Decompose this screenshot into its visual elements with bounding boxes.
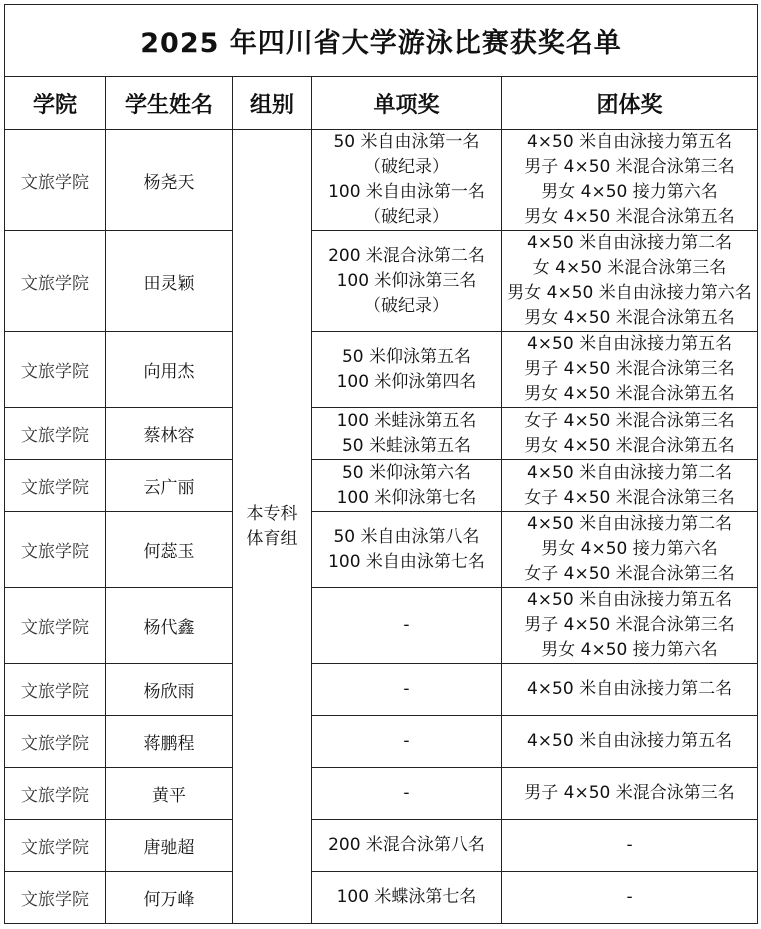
single-award-cell xyxy=(312,588,502,664)
table-row xyxy=(5,768,758,820)
college-cell: 文旅学院 xyxy=(5,716,106,768)
team-award-cell xyxy=(502,820,758,872)
single-award-cell xyxy=(312,130,502,231)
single-award-line: （破纪录） xyxy=(364,157,449,177)
team-award-line: 4×50 米自由泳接力第二名 xyxy=(526,233,733,253)
college-cell: 文旅学院 xyxy=(5,512,106,588)
team-award-cell xyxy=(502,231,758,332)
team-award-line: 男女 4×50 米混合泳第五名 xyxy=(524,435,735,456)
single-award-line: - xyxy=(403,679,410,699)
single-award-cell xyxy=(312,872,502,924)
team-award-line: 女 4×50 米混合泳第三名 xyxy=(532,258,727,278)
table-row xyxy=(5,408,758,460)
single-award-line: 50 米仰泳第六名 xyxy=(341,462,472,483)
table-row xyxy=(5,460,758,512)
group-cell xyxy=(233,130,312,924)
single-award-line: 200 米混合泳第二名 xyxy=(328,245,485,266)
student-name-cell: 杨代鑫 xyxy=(106,588,233,664)
group-line: 体育组 xyxy=(246,528,298,549)
team-award-line: 男女 4×50 米混合泳第五名 xyxy=(524,308,735,328)
team-award-line: 男女 4×50 接力第六名 xyxy=(541,539,718,559)
team-award-line: 女子 4×50 米混合泳第三名 xyxy=(524,410,735,431)
single-award-line: 50 米蛙泳第五名 xyxy=(341,435,472,456)
table-row xyxy=(5,588,758,664)
single-award-cell xyxy=(312,768,502,820)
page-title: 2025 年四川省大学游泳比赛获奖名单 xyxy=(5,5,758,77)
college-cell: 文旅学院 xyxy=(5,820,106,872)
team-award-line: 4×50 米自由泳接力第二名 xyxy=(526,462,733,483)
team-award-line: 女子 4×50 米混合泳第三名 xyxy=(524,564,735,584)
header-student-name: 学生姓名 xyxy=(106,77,233,130)
student-name-cell: 向用杰 xyxy=(106,332,233,408)
single-award-line: 100 米仰泳第三名 xyxy=(336,270,477,291)
single-award-cell xyxy=(312,664,502,716)
table-row xyxy=(5,512,758,588)
team-award-cell xyxy=(502,716,758,768)
single-award-line: （破纪录） xyxy=(364,207,449,227)
single-award-line: 100 米自由泳第七名 xyxy=(328,551,485,572)
single-award-line: - xyxy=(403,615,410,635)
team-award-cell xyxy=(502,512,758,588)
team-award-line: 男女 4×50 米混合泳第五名 xyxy=(524,207,735,227)
college-cell: 文旅学院 xyxy=(5,231,106,332)
header-college: 学院 xyxy=(5,77,106,130)
table-row xyxy=(5,820,758,872)
team-award-line: 男女 4×50 接力第六名 xyxy=(541,182,718,202)
team-award-cell xyxy=(502,460,758,512)
single-award-line: 200 米混合泳第八名 xyxy=(328,835,485,855)
team-award-line: 4×50 米自由泳接力第二名 xyxy=(526,679,733,699)
college-cell: 文旅学院 xyxy=(5,588,106,664)
single-award-line: - xyxy=(403,783,410,803)
team-award-line: 男子 4×50 米混合泳第三名 xyxy=(524,157,735,177)
single-award-line: （破纪录） xyxy=(364,295,449,316)
single-award-line: 100 米蛙泳第五名 xyxy=(336,410,477,431)
team-award-line: 4×50 米自由泳接力第五名 xyxy=(526,590,733,610)
student-name-cell: 何蕊玉 xyxy=(106,512,233,588)
student-name-cell: 黄平 xyxy=(106,768,233,820)
team-award-line: - xyxy=(626,835,633,855)
single-award-cell xyxy=(312,408,502,460)
table-row xyxy=(5,664,758,716)
team-award-line: 男女 4×50 接力第六名 xyxy=(541,640,718,660)
single-award-line: - xyxy=(403,731,410,751)
table-row xyxy=(5,716,758,768)
team-award-cell xyxy=(502,332,758,408)
team-award-cell xyxy=(502,768,758,820)
team-award-line: 男女 4×50 米混合泳第五名 xyxy=(524,384,735,404)
single-award-cell xyxy=(312,332,502,408)
team-award-line: 4×50 米自由泳接力第五名 xyxy=(526,132,733,152)
student-name-cell: 杨尧天 xyxy=(106,130,233,231)
award-table xyxy=(4,4,758,924)
team-award-cell xyxy=(502,588,758,664)
student-name-cell: 田灵颖 xyxy=(106,231,233,332)
team-award-cell xyxy=(502,664,758,716)
student-name-cell: 唐驰超 xyxy=(106,820,233,872)
college-cell: 文旅学院 xyxy=(5,872,106,924)
team-award-line: 男子 4×50 米混合泳第三名 xyxy=(524,359,735,379)
team-award-line: 4×50 米自由泳接力第二名 xyxy=(526,514,733,534)
team-award-line: - xyxy=(626,887,633,907)
team-award-cell xyxy=(502,408,758,460)
team-award-line: 男子 4×50 米混合泳第三名 xyxy=(524,615,735,635)
single-award-cell xyxy=(312,820,502,872)
student-name-cell: 杨欣雨 xyxy=(106,664,233,716)
team-award-cell xyxy=(502,872,758,924)
team-award-line: 4×50 米自由泳接力第五名 xyxy=(526,731,733,751)
team-award-line: 男子 4×50 米混合泳第三名 xyxy=(524,783,735,803)
single-award-line: 100 米仰泳第七名 xyxy=(336,487,477,508)
college-cell: 文旅学院 xyxy=(5,460,106,512)
single-award-cell xyxy=(312,460,502,512)
award-list-sheet xyxy=(4,4,757,924)
student-name-cell: 何万峰 xyxy=(106,872,233,924)
single-award-line: 50 米仰泳第五名 xyxy=(341,346,472,367)
single-award-cell xyxy=(312,512,502,588)
header-team-award: 团体奖 xyxy=(502,77,758,130)
header-single-award: 单项奖 xyxy=(312,77,502,130)
team-award-line: 男女 4×50 米自由泳接力第六名 xyxy=(507,283,752,303)
single-award-line: 100 米仰泳第四名 xyxy=(336,371,477,392)
single-award-cell xyxy=(312,231,502,332)
student-name-cell: 蔡林容 xyxy=(106,408,233,460)
team-award-cell xyxy=(502,130,758,231)
college-cell: 文旅学院 xyxy=(5,332,106,408)
college-cell: 文旅学院 xyxy=(5,130,106,231)
table-row xyxy=(5,872,758,924)
college-cell: 文旅学院 xyxy=(5,408,106,460)
header-group: 组别 xyxy=(233,77,312,130)
single-award-cell xyxy=(312,716,502,768)
single-award-line: 50 米自由泳第八名 xyxy=(333,526,480,547)
group-line: 本专科 xyxy=(246,503,298,524)
college-cell: 文旅学院 xyxy=(5,664,106,716)
table-row xyxy=(5,332,758,408)
table-row xyxy=(5,130,758,231)
college-cell: 文旅学院 xyxy=(5,768,106,820)
header-row xyxy=(5,77,758,130)
team-award-line: 4×50 米自由泳接力第五名 xyxy=(526,334,733,354)
table-row xyxy=(5,231,758,332)
student-name-cell: 蒋鹏程 xyxy=(106,716,233,768)
single-award-line: 100 米蝶泳第七名 xyxy=(336,887,477,907)
team-award-line: 女子 4×50 米混合泳第三名 xyxy=(524,487,735,508)
student-name-cell: 云广丽 xyxy=(106,460,233,512)
single-award-line: 50 米自由泳第一名 xyxy=(333,132,480,152)
single-award-line: 100 米自由泳第一名 xyxy=(328,182,485,202)
